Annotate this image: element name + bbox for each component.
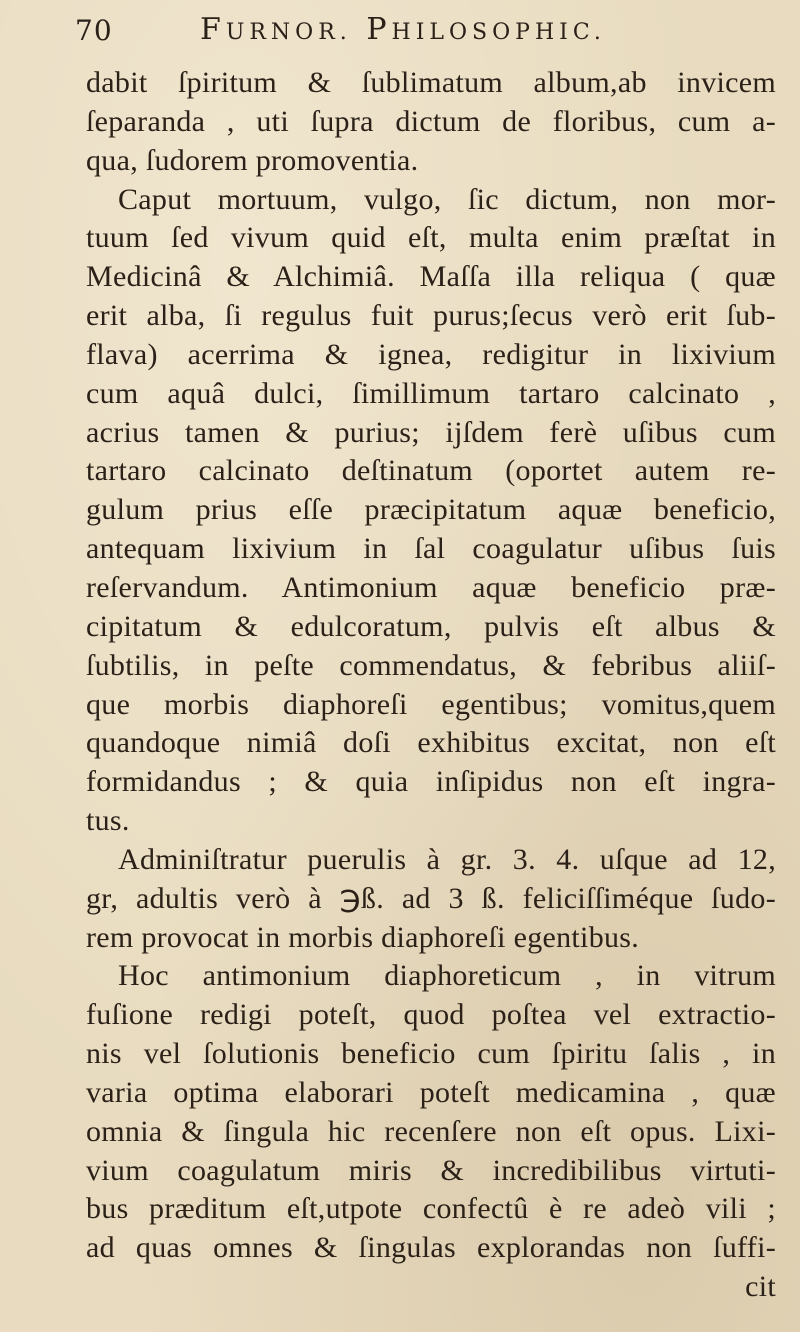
running-title-part-2: HILOSOPHIC. — [391, 20, 606, 45]
text-line: fuſione redigi poteſt, quod poſtea vel extractio- — [86, 998, 776, 1032]
text-line: erit alba, ſi regulus fuit purus;ſecus verò erit ſub- — [86, 299, 776, 333]
text-line: reſervandum. Antimonium aquæ beneficio præ- — [86, 570, 776, 604]
text-line: qua, ſudorem promoventia. — [86, 143, 419, 177]
text-line: dabit ſpiritum & ſublimatum album,ab invicem — [86, 66, 776, 99]
text-line: ſubtilis, in peſte commendatus, & febribus aliiſ- — [86, 648, 776, 682]
text-line: antequam lixivium in ſal coagulatur uſibus ſuis — [86, 532, 776, 566]
running-title-part-1: URNOR. — [225, 20, 352, 45]
text-line: nis vel ſolutionis beneficio cum ſpiritu ſalis , in — [86, 1037, 776, 1071]
text-line: tus. — [86, 804, 130, 838]
running-title-initial-1: F — [200, 12, 226, 47]
text-line: Medicinâ & Alchimiâ. Maſſa illa reliqua ( quæ — [86, 260, 776, 294]
body-text — [86, 64, 776, 1307]
text-line: omnia & ſingula hic recenſere non eſt opus. Lixi- — [86, 1114, 776, 1148]
text-line: cipitatum & edulcoratum, pulvis eſt albus & — [86, 609, 776, 643]
text-line: Hoc antimonium diaphoreticum , in vitrum — [118, 959, 776, 993]
text-line: cum aquâ dulci, ſimillimum tartaro calcinato , — [86, 376, 776, 410]
text-line: quandoque nimiâ doſi exhibitus excitat, non eſt — [86, 726, 776, 760]
text-line: flava) acerrima & ignea, redigitur in lixivium — [86, 337, 776, 371]
text-line: bus præditum eſt,utpote confectû è re adeò vili ; — [86, 1192, 776, 1226]
text-line: ad quas omnes & ſingulas explorandas non ſuffi- — [86, 1231, 776, 1265]
running-title-initial-2: P — [351, 12, 392, 47]
text-line: acrius tamen & purius; ijſdem ferè uſibus cum — [86, 415, 776, 449]
text-line: ſeparanda , uti ſupra dictum de floribus, cum a- — [86, 104, 776, 138]
text-line: rem provocat in morbis diaphoreſi egentibus. — [86, 920, 640, 954]
text-line: vium coagulatum miris & incredibilibus virtuti- — [86, 1153, 776, 1187]
page-number: 70 — [75, 14, 113, 47]
running-title — [200, 12, 606, 47]
text-line: gr, adultis verò à ℈ß. ad 3 ß. feliciſſiméque ſudo- — [86, 881, 776, 915]
text-line: formidandus ; & quia inſipidus non eſt ingra- — [86, 765, 776, 799]
text-line: que morbis diaphoreſi egentibus; vomitus,quem — [86, 687, 776, 721]
text-line: tuum ſed vivum quid eſt, multa enim præſtat in — [86, 221, 776, 255]
text-line: varia optima elaborari poteſt medicamina , quæ — [86, 1075, 776, 1109]
text-line: cit — [745, 1270, 776, 1304]
text-line: Adminiſtratur puerulis à gr. 3. 4. uſque ad 12, — [118, 842, 776, 876]
text-line: tartaro calcinato deſtinatum (oportet autem re- — [86, 454, 776, 488]
running-head — [75, 8, 768, 58]
text-line: Caput mortuum, vulgo, ſic dictum, non mor- — [118, 182, 776, 216]
text-line: gulum prius eſſe præcipitatum aquæ beneficio, — [86, 493, 776, 527]
